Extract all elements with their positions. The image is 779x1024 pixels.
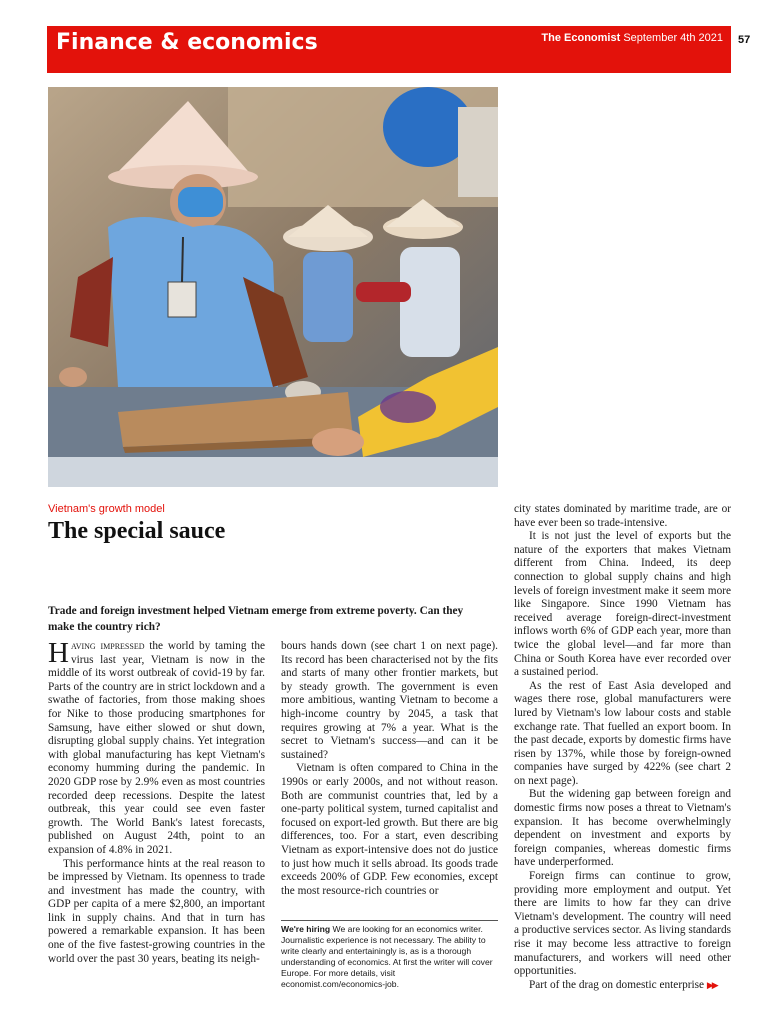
paragraph-text: the world by taming the virus last year, Vietnam is now in the middle of its worst outbreak of covid-19 by far. Parts of the country are in strict lockdown and a swathe of factories, from those making shoes for Nike to those producing smartphones for Samsung, have either slowed or shut down, disrupting global supply chains. Yet integration with global manufacturing has kept Vietnam's economy humming during the pandemic. In 2020 GDP rose by 2.9% even as most countries recorded deep recessions. Despite the latest outbreak, this year could see even faster growth. The World Bank's latest forecasts, published on August 24th, point to an expansion of 4.8% in 2021.	[48, 640, 265, 856]
paragraph	[514, 979, 731, 993]
paragraph	[48, 637, 265, 858]
lead-in: aving impressed	[70, 640, 145, 652]
article-photo	[48, 87, 498, 487]
article-column-2	[281, 640, 498, 898]
section-title: Finance & economics	[56, 30, 318, 55]
masthead	[541, 32, 723, 44]
paragraph: It is not just the level of exports but the nature of the exporters that makes Vietnam different from China. Indeed, its deep connection to global supply chains and high levels of foreign investment make it seem more like Singapore. Since 1990 Vietnam has received average foreign-direct-investment inflows worth 6% of GDP each year, more than twice the global level—and far more than China or South Korea have ever recorded over a sustained period.	[514, 530, 731, 679]
article-column-3	[514, 503, 731, 992]
paragraph: As the rest of East Asia developed and wages there rose, global manufacturers were lured by Vietnam's low labour costs and stable exchange rate. That fuelled an export boom. In the past decade, exports by domestic firms have risen by 137%, while those by foreign-owned companies have surged by 422% (see chart 2 on next page).	[514, 679, 731, 787]
paragraph-text: Part of the drag on domestic enterprise	[529, 978, 705, 991]
section-banner	[47, 26, 731, 73]
rubric: Trade and foreign investment helped Vietnam emerge from extreme poverty. Can they make the country rich?	[48, 605, 464, 633]
page-number: 57	[738, 34, 751, 46]
continue-arrow-icon: ▶▶	[706, 979, 717, 990]
paragraph: This performance hints at the real reason to be impressed by Vietnam. Its openness to trade and investment has made the country, with GDP per capita of a mere $2,800, an important link in supply chains. And that in turn has powered a remarkable expansion. It has been one of the five fastest-growing countries in the world over the past 30 years, beating its neigh-	[48, 857, 265, 965]
paragraph: But the widening gap between foreign and domestic firms now poses a threat to Vietnam's expansion. It has become overwhelmingly dependent on investment and exports by foreign companies, whereas domestic firms have underperformed.	[514, 788, 731, 869]
hiring-text: We are looking for an economics writer. Journalistic experience is not necessary. The ability to write clearly and entertainingly is, as is a thorough understanding of economics. At first the writer will cover Europe. For more details, visit economist.com/economics-job.	[281, 924, 493, 989]
fly-title: Vietnam's growth model	[48, 503, 165, 515]
paragraph: Foreign firms can continue to grow, providing more employment and output. Yet there are limits to how far they can drive Vietnam's development. The country will need a productive services sector. As living standards rise it may become less attractive to foreign manufacturers, and workers will need other opportunities.	[514, 870, 731, 978]
headline: The special sauce	[48, 518, 226, 544]
paragraph: Vietnam is often compared to China in the 1990s or early 2000s, and not without reason. Both are communist countries that, led by a one-party political system, turned capitalist and focused on export-led growth. But there are big differences, too. For a start, even describing Vietnam as export-intensive does not do justice to just how much it sells abroad. Its goods trade exceeds 200% of GDP. Few economies, except the most resource-rich countries or	[281, 762, 498, 897]
paragraph: city states dominated by maritime trade, are or have ever been so trade-intensive.	[514, 503, 731, 529]
article-column-1	[48, 637, 265, 966]
paragraph: bours hands down (see chart 1 on next page). Its record has been characterised not by the fits and starts of many other frontier markets, but by steady growth. The government is even more ambitious, wanting Vietnam to become a high-income country by 2045, a task that requires growing at 7% a year. What is the secret to Vietnam's success—and can it be sustained?	[281, 640, 498, 761]
drop-cap: H	[48, 637, 69, 669]
issue-date: September 4th 2021	[623, 32, 723, 44]
hiring-label: We're hiring	[281, 924, 331, 934]
hiring-notice	[281, 920, 498, 990]
brand-name: The Economist	[541, 32, 621, 44]
factory-workers-illustration	[48, 87, 498, 487]
